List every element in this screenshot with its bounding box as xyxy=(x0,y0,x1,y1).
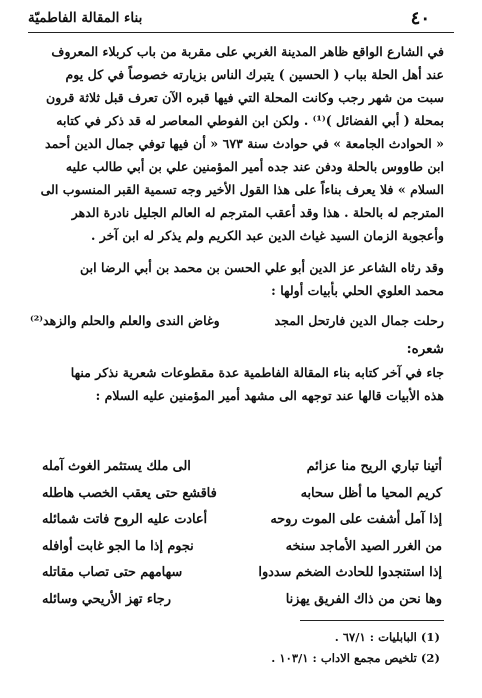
text-line: في الشارع الواقع ظاهر المدينة الغربي على مقربة من باب كربلاء المعروف xyxy=(51,44,444,59)
text-line: وأعجوبة الزمان السيد غياث الدين عبد الكريم ولم يذكر له ابن آخر . xyxy=(90,228,444,243)
footnote-rule xyxy=(300,620,444,621)
poem-right-hemistich: إذا استنجدوا للحادث الضخم سددوا xyxy=(258,565,442,580)
poem-right-hemistich: أتينا تباري الريح منا عزائم xyxy=(306,459,442,474)
poem-verse xyxy=(42,534,442,561)
text-line: عند أهل الحلة بباب ( الحسين ) يتبرك الناس بزيارته خصوصاً في كل يوم xyxy=(65,67,444,82)
footnote: (2) تلخيص مجمع الاداب : ١٠٣/١ . xyxy=(271,651,440,665)
page-header xyxy=(18,8,464,34)
main-text xyxy=(30,40,444,407)
poem-right-hemistich: وها نحن من ذاك الفريق يهزنا xyxy=(285,591,442,607)
poem-right-hemistich: من الغرر الصيد الأماجد سنخه xyxy=(285,538,442,554)
elegy-second-hemistich: وغاض الندى والعلم والحلم والزهد⁽²⁾ xyxy=(30,313,220,328)
poem-verse xyxy=(42,454,442,481)
poem-left-hemistich: نجوم إذا ما الجو غابت أوافله xyxy=(42,538,194,554)
poem xyxy=(42,454,442,613)
text-line: ابن طاووس بالحلة ودفن عند جده أمير المؤمنين علي بن أبي طالب عليه xyxy=(65,159,444,174)
section-heading-label: شعره: xyxy=(406,341,444,357)
poem-verse xyxy=(42,481,442,508)
poem-left-hemistich: الى ملك يستثمر الغوث آمله xyxy=(42,459,191,474)
elegy-first-hemistich: رحلت جمال الدين فارتحل المجد xyxy=(274,313,444,328)
poem-left-hemistich: رجاء تهز الأريحي وسائله xyxy=(42,591,171,607)
text-line: المترجم له بالحلة . هذا وقد أعقب المترجم له العالم الجليل نادرة الدهر xyxy=(71,205,444,220)
poem-left-hemistich: فاقشع حتى يعقب الخصب هاطله xyxy=(42,485,217,501)
section-heading xyxy=(30,338,444,361)
header-rule xyxy=(28,32,454,33)
text-line: هذه الأبيات قالها عند توجهه الى مشهد أمير المؤمنين عليه السلام : xyxy=(95,388,444,403)
text-line: محمد العلوي الحلي بأبيات أولها : xyxy=(271,283,444,298)
elegy-verse xyxy=(30,309,444,332)
text-line: جاء في آخر كتابه بناء المقالة الفاطمية عدة مقطوعات شعرية نذكر منها xyxy=(70,365,444,380)
poem-left-hemistich: أعادت عليه الروح فاتت شمائله xyxy=(42,512,208,527)
text-line: سبت من شهر رجب وكانت المحلة التي فيها قبره الآن تعرف قبل ثلاثة قرون xyxy=(46,90,444,105)
footnotes xyxy=(271,627,440,669)
page-number: ٤٠ xyxy=(410,8,430,29)
text-line: « الحوادث الجامعة » في حوادث سنة ٦٧٣ « أن فيها توفي جمال الدين أحمد xyxy=(45,136,444,151)
footnote: (1) البابليات : ٦٧/١ . xyxy=(334,630,440,644)
poem-right-hemistich: كريم المحيا ما أظل سحابه xyxy=(300,485,442,501)
text-line: السلام » فلا يعرف بناءاً على هذا القول الأخير وجه تسمية القبر المنسوب الى xyxy=(40,182,444,197)
text-line: وقد رثاه الشاعر عز الدين أبو علي الحسن بن محمد بن أبي الرضا ابن xyxy=(80,260,444,275)
text-line: بمحلة ( أبي الفضائل )⁽¹⁾ . ولكن ابن الفوطي المعاصر له قد ذكر في كتابه xyxy=(56,113,444,128)
poem-verse xyxy=(42,560,442,587)
poem-verse xyxy=(42,587,442,614)
poem-verse xyxy=(42,507,442,534)
poem-left-hemistich: سهامهم حتى تصاب مقاتله xyxy=(42,565,183,580)
poem-right-hemistich: إذا آمل أشفت على الموت روحه xyxy=(270,512,442,527)
running-title: بناء المقالة الفاطميّة xyxy=(28,10,143,26)
